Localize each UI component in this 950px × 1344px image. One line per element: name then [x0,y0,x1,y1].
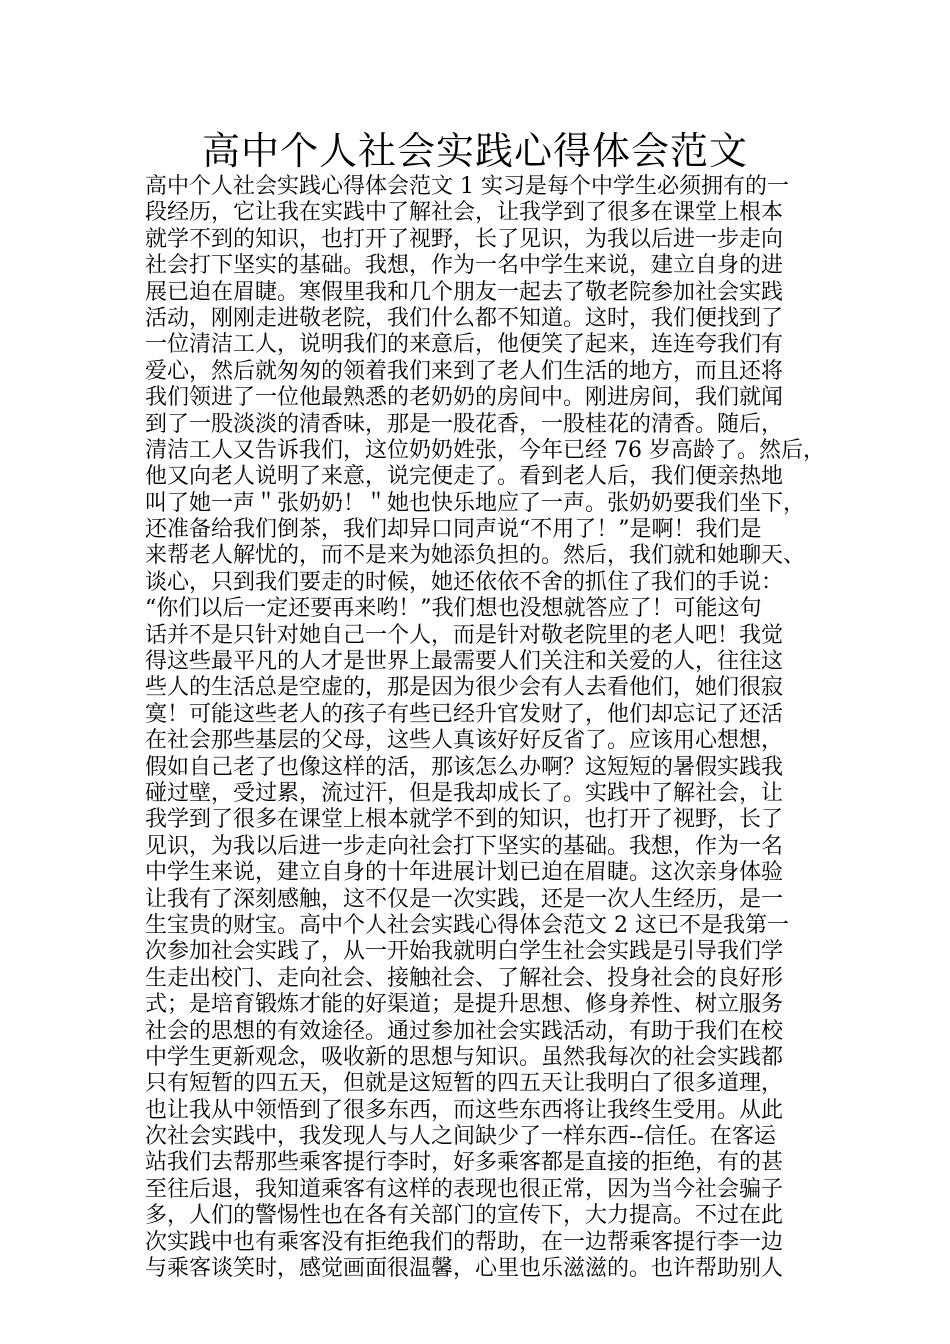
document-title: 高中个人社会实践心得体会范文 [201,129,748,173]
body-line: 得这些最平凡的人才是世界上最需要人们关注和关爱的人，往往这 [145,649,784,675]
body-line: 还准备给我们倒茶，我们却异口同声说“不用了！”是啊！我们是 [145,517,762,543]
body-line: 次实践中也有乘客没有拒绝我们的帮助，在一边帮乘客提行李一边 [145,1229,784,1255]
body-line: 爱心，然后就匆匆的领着我们来到了老人们生活的地方，而且还将 [145,358,784,384]
body-line: 假如自己老了也像这样的活，那该怎么办啊？这短短的暑假实践我 [145,754,784,780]
body-line: 些人的生活总是空虚的，那是因为很少会有人去看他们，她们很寂 [145,675,784,701]
body-line: 寞！可能这些老人的孩子有些已经升官发财了，他们却忘记了还活 [145,701,784,727]
body-line: 就学不到的知识，也打开了视野，长了见识，为我以后进一步走向 [145,226,784,252]
body-line: 多，人们的警惕性也在各有关部门的宣传下，大力提高。不过在此 [145,1203,784,1229]
body-line: 谈心，只到我们要走的时候，她还依依不舍的抓住了我们的手说： [145,569,784,595]
body-line: 至往后退，我知道乘客有这样的表现也很正常，因为当今社会骗子 [145,1176,784,1202]
body-line: 在社会那些基层的父母，这些人真该好好反省了。应该用心想想， [145,728,784,754]
body-line: 中学生来说，建立自身的十年进展计划已迫在眉睫。这次亲身体验 [145,860,784,886]
body-line: 中学生更新观念，吸收新的思想与知识。虽然我每次的社会实践都 [145,1044,784,1070]
body-line: 只有短暂的四五天，但就是这短暂的四五天让我明白了很多道理， [145,1071,784,1097]
body-line: 碰过壁，受过累，流过汗，但是我却成长了。实践中了解社会，让 [145,780,784,806]
body-line: 活动，刚刚走进敬老院，我们什么都不知道。这时，我们便找到了 [145,305,784,331]
body-line: 清洁工人又告诉我们，这位奶奶姓张，今年已经 76 岁高龄了。然后， [145,437,825,463]
body-line: “你们以后一定还要再来哟！”我们想也没想就答应了！可能这句 [145,596,762,622]
body-line: 我们领进了一位他最熟悉的老奶奶的房间中。刚进房间，我们就闻 [145,385,784,411]
body-line: 社会打下坚实的基础。我想，作为一名中学生来说，建立自身的进 [145,253,784,279]
body-line: 站我们去帮那些乘客提行李时，好多乘客都是直接的拒绝，有的甚 [145,1150,784,1176]
body-line: 也让我从中领悟到了很多东西，而这些东西将让我终生受用。从此 [145,1097,784,1123]
body-line: 叫了她一声＂张奶奶！＂她也快乐地应了一声。张奶奶要我们坐下， [145,490,806,516]
body-line: 展已迫在眉睫。寒假里我和几个朋友一起去了敬老院参加社会实践 [145,279,784,305]
body-line: 与乘客谈笑时，感觉画面很温馨，心里也乐滋滋的。也许帮助别人 [145,1256,784,1282]
body-line: 段经历，它让我在实践中了解社会，让我学到了很多在课堂上根本 [145,200,784,226]
body-line: 见识，为我以后进一步走向社会打下坚实的基础。我想，作为一名 [145,833,784,859]
body-line: 我学到了很多在课堂上根本就学不到的知识，也打开了视野，长了 [145,807,784,833]
body-line: 次社会实践中，我发现人与人之间缺少了一样东西--信任。在客运 [145,1124,776,1150]
document-body [145,174,825,1282]
body-line: 来帮老人解忧的，而不是来为她添负担的。然后，我们就和她聊天、 [145,543,806,569]
body-line: 一位清洁工人，说明我们的来意后，他便笑了起来，连连夸我们有 [145,332,784,358]
body-line: 社会的思想的有效途径。通过参加社会实践活动，有助于我们在校 [145,1018,784,1044]
body-line: 式；是培育锻炼才能的好渠道；是提升思想、修身养性、树立服务 [145,992,784,1018]
body-line: 话并不是只针对她自己一个人，而是针对敬老院里的老人吧！我觉 [145,622,784,648]
body-line: 他又向老人说明了来意，说完便走了。看到老人后，我们便亲热地 [145,464,784,490]
body-line: 到了一股淡淡的清香味，那是一股花香，一股桂花的清香。随后， [145,411,784,437]
body-line: 高中个人社会实践心得体会范文 1 实习是每个中学生必须拥有的一 [145,174,789,199]
body-line: 让我有了深刻感触，这不仅是一次实践，还是一次人生经历，是一 [145,886,784,912]
body-line: 生走出校门、走向社会、接触社会、了解社会、投身社会的良好形 [145,965,784,991]
body-line: 生宝贵的财宝。高中个人社会实践心得体会范文 2 这已不是我第一 [145,912,789,938]
body-line: 次参加社会实践了，从一开始我就明白学生社会实践是引导我们学 [145,939,784,965]
